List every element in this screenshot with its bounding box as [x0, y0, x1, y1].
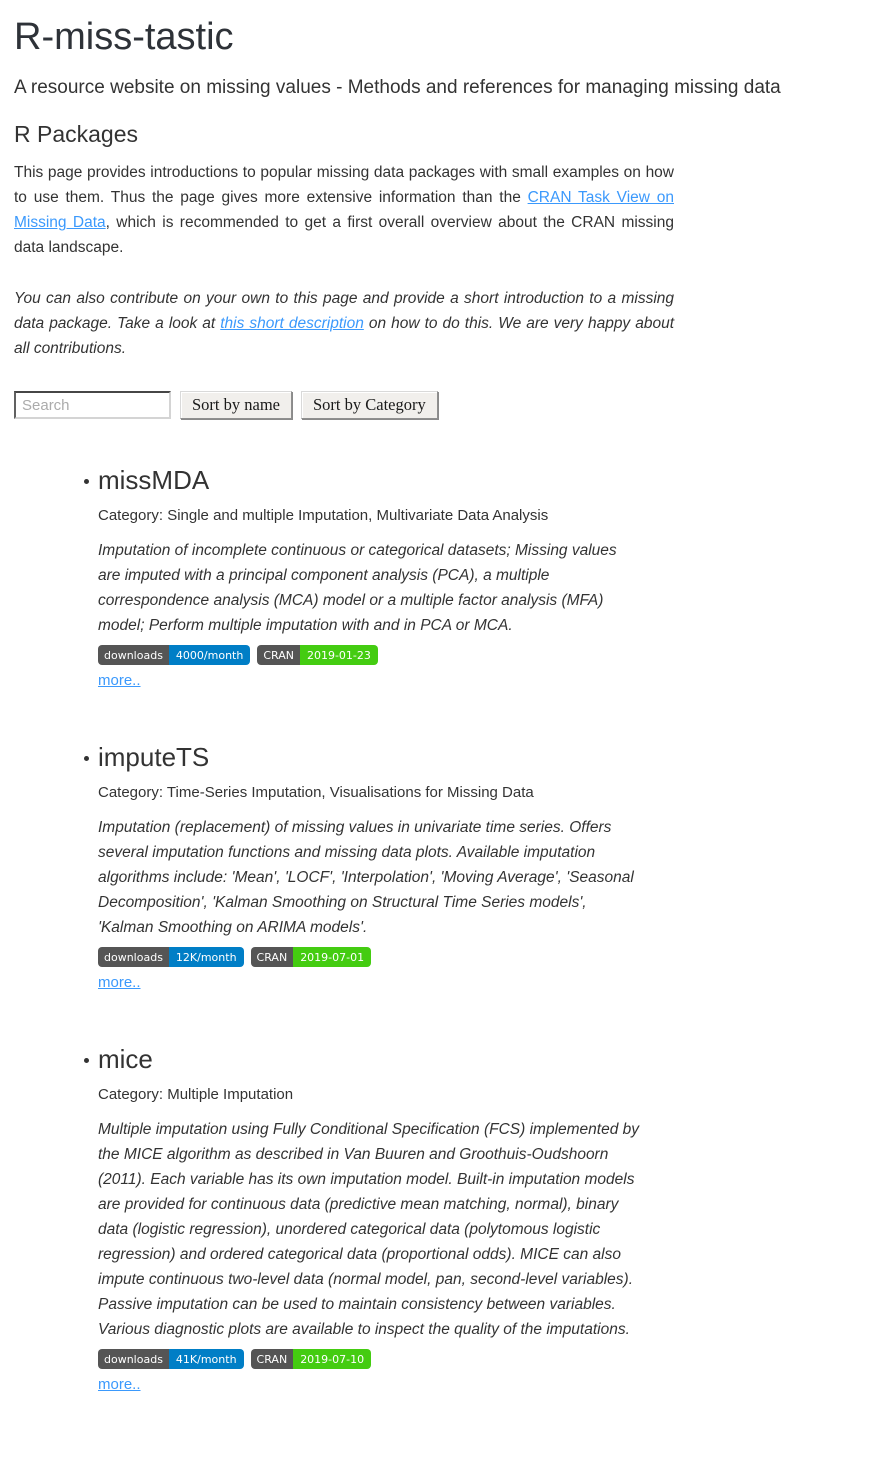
downloads-badge-label: downloads: [98, 1349, 169, 1369]
cran-task-view-link[interactable]: CRAN Task View on Missing Data: [14, 189, 674, 231]
short-description-link[interactable]: this short description: [220, 315, 364, 332]
badge-row: [98, 947, 858, 967]
package-description: Multiple imputation using Fully Conditional Specification (FCS) implemented by the MICE algorithm as described in Van Buuren and Groothuis-Oudshoorn (2011). Each variable has its own imputation model. Built-in imputation models are provided for continuous data (predictive mean matching, normal), binary data (logistic regression), unordered categorical data (polytomous logistic regression) and ordered categorical data (proportional odds). MICE can also impute continuous two-level data (normal model, pan, second-level variables). Passive imputation can be used to maintain consistency between variables. Various diagnostic plots are available to inspect the quality of the imputations.: [98, 1121, 640, 1338]
cran-badge-label: CRAN: [251, 1349, 294, 1369]
sort-by-category-button[interactable]: Sort by Category: [301, 391, 438, 419]
cran-badge: [257, 645, 378, 665]
package-category: Category: Multiple Imputation: [98, 1086, 294, 1103]
badge-row: [98, 645, 858, 665]
more-link[interactable]: more..: [98, 672, 141, 689]
package-item-missmda: [98, 465, 858, 690]
cran-badge-value: 2019-07-01: [293, 947, 371, 967]
package-name: mice: [98, 1044, 153, 1074]
site-subtitle: A resource website on missing values - Methods and references for managing missing data: [14, 77, 781, 98]
cran-badge: [251, 947, 372, 967]
sort-by-name-button[interactable]: Sort by name: [180, 391, 292, 419]
cran-badge-value: 2019-01-23: [300, 645, 378, 665]
downloads-badge: [98, 947, 244, 967]
package-item-mice: [98, 1044, 858, 1394]
downloads-badge-value: 12K/month: [169, 947, 244, 967]
cran-badge: [251, 1349, 372, 1369]
more-link[interactable]: more..: [98, 974, 141, 991]
downloads-badge-value: 41K/month: [169, 1349, 244, 1369]
contribute-paragraph: [14, 286, 674, 361]
intro-text-after: , which is recommended to get a first overall overview about the CRAN missing data landscape.: [14, 214, 674, 256]
package-name: imputeTS: [98, 742, 210, 772]
package-list: [14, 465, 858, 1394]
cran-badge-value: 2019-07-10: [293, 1349, 371, 1369]
badge-row: [98, 1349, 858, 1369]
package-description: Imputation of incomplete continuous or categorical datasets; Missing values are imputed with a principal component analysis (PCA), a multiple correspondence analysis (MCA) model or a multiple factor analysis (MFA) model; Perform multiple imputation with and in PCA or MCA.: [98, 542, 617, 634]
package-category: Category: Time-Series Imputation, Visualisations for Missing Data: [98, 784, 534, 801]
package-category: Category: Single and multiple Imputation, Multivariate Data Analysis: [98, 507, 549, 524]
downloads-badge-value: 4000/month: [169, 645, 250, 665]
downloads-badge-label: downloads: [98, 947, 169, 967]
package-item-imputets: [98, 742, 858, 992]
contribute-text-before: You can also contribute on your own to this page and provide a short introduction to a missing data package. Take a look at: [14, 290, 674, 332]
contribute-text-after: on how to do this. We are very happy about all contributions.: [14, 315, 674, 357]
search-input[interactable]: [14, 391, 171, 419]
downloads-badge: [98, 645, 250, 665]
package-name: missMDA: [98, 465, 210, 495]
toolbar: [14, 391, 858, 419]
intro-text-before: This page provides introductions to popular missing data packages with small examples on how to use them. Thus the page gives more extensive information than the: [14, 164, 674, 206]
cran-badge-label: CRAN: [251, 947, 294, 967]
cran-badge-label: CRAN: [257, 645, 300, 665]
downloads-badge: [98, 1349, 244, 1369]
package-description: Imputation (replacement) of missing values in univariate time series. Offers several imputation functions and missing data plots. Available imputation algorithms include: 'Mean', 'LOCF', 'Interpolation', 'Moving Average', 'Seasonal Decomposition', 'Kalman Smoothing on Structural Time Series models', 'Kalman Smoothing on ARIMA models'.: [98, 819, 634, 936]
intro-paragraph: [14, 160, 674, 260]
downloads-badge-label: downloads: [98, 645, 169, 665]
page-title: R Packages: [14, 121, 139, 147]
more-link[interactable]: more..: [98, 1376, 141, 1393]
site-title: R-miss-tastic: [14, 16, 234, 58]
